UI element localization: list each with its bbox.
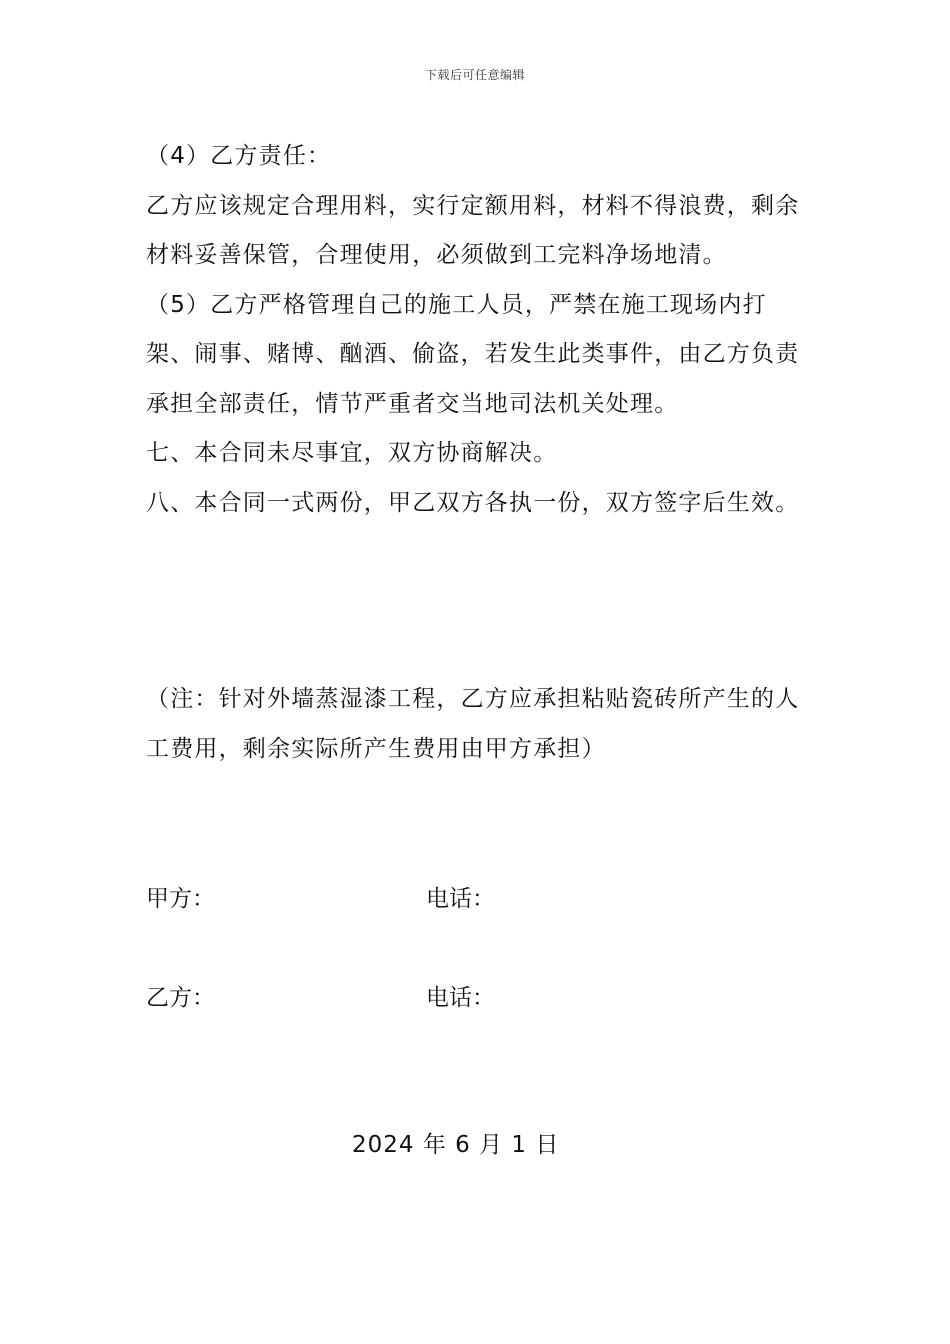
contract-date: 2024 年 6 月 1 日 — [352, 1132, 560, 1158]
paragraph-article-eight: 八、本合同一式两份，甲乙双方各执一份，双方签字后生效。 — [146, 489, 800, 516]
party-b-label: 乙方： — [146, 985, 215, 1011]
party-a-label: 甲方： — [146, 886, 215, 912]
paragraph-worker-management: （5）乙方严格管理自己的施工人员，严禁在施工现场内打架、闹事、赌博、酗酒、偷盗，若发生此类事件，由乙方负责承担全部责任，情节严重者交当地司法机关处理。 — [146, 291, 800, 417]
party-b-phone-label: 电话： — [426, 985, 495, 1011]
paragraph-party-b-responsibility-heading: （4）乙方责任： — [146, 143, 332, 169]
paragraph-article-seven: 七、本合同未尽事宜，双方协商解决。 — [146, 440, 558, 466]
contract-body — [146, 132, 814, 528]
paragraph-material-usage: 乙方应该规定合理用料，实行定额用料，材料不得浪费，剩余材料妥善保管，合理使用，必须做到工完料净场地清。 — [146, 192, 800, 268]
page-header-note: 下载后可任意编辑 — [424, 68, 525, 82]
contract-note: （注：针对外墙蒸湿漆工程，乙方应承担粘贴瓷砖所产生的人工费用，剩余实际所产生费用由甲方承担） — [146, 686, 800, 762]
party-a-phone-label: 电话： — [426, 886, 495, 912]
